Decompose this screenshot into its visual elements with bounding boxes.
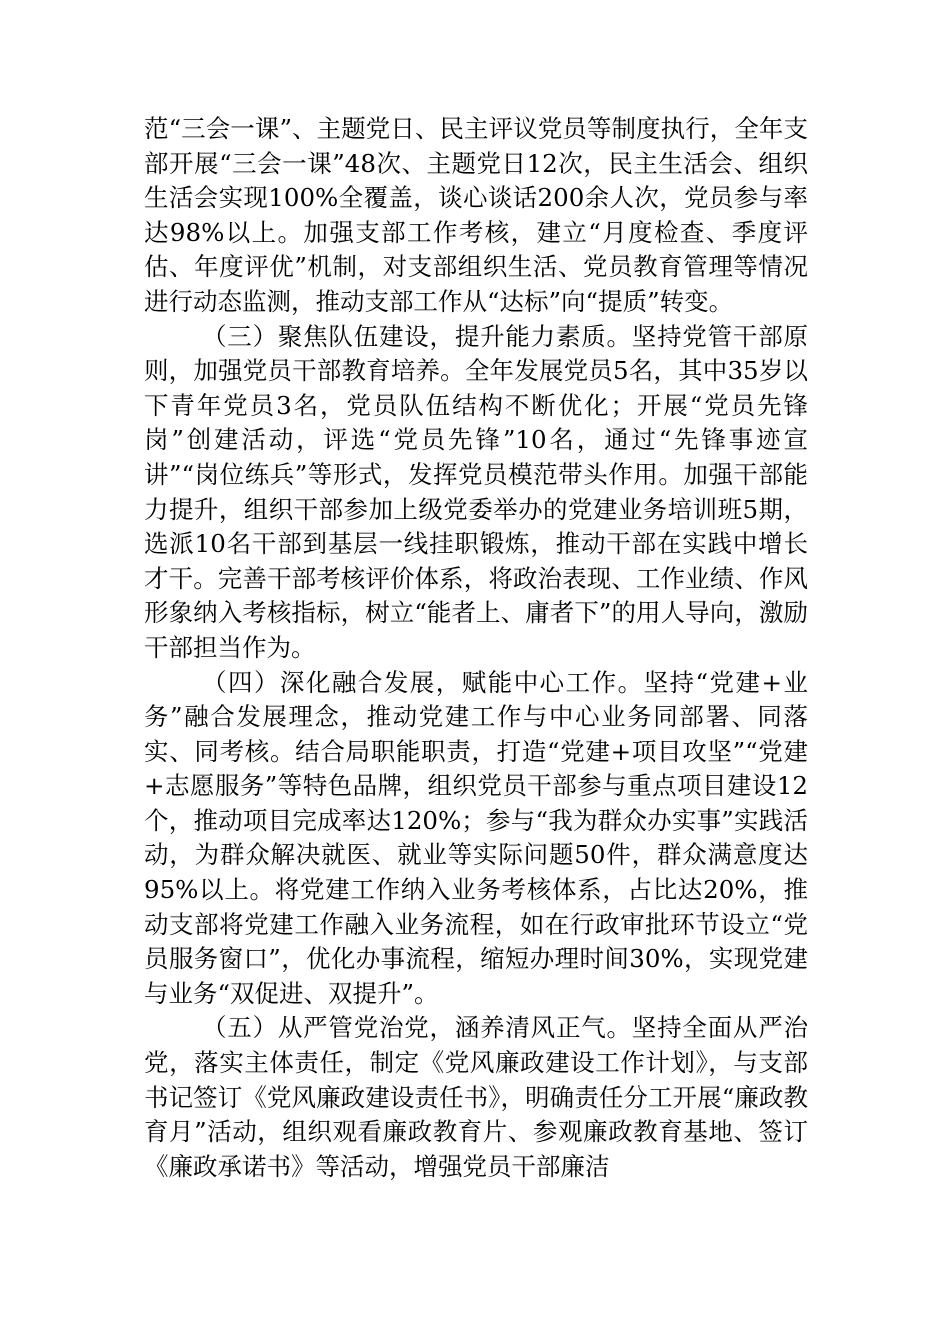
document-body — [144, 112, 808, 1184]
paragraph-team-building: （三）聚焦队伍建设，提升能力素质。坚持党管干部原则，加强党员干部教育培养。全年发展党员5名，其中35岁以下青年党员3名，党员队伍结构不断优化；开展“党员先锋岗”创建活动，评选“党员先锋”10名，通过“先锋事迹宣讲”“岗位练兵”等形式，发挥党员模范带头作用。加强干部能力提升，组织干部参加上级党委举办的党建业务培训班5期，选派10名干部到基层一线挂职锻炼，推动干部在实践中增长才干。完善干部考核评价体系，将政治表现、工作业绩、作风形象纳入考核指标，树立“能者上、庸者下”的用人导向，激励干部担当作为。 — [144, 321, 808, 662]
paragraph-continuation: 范“三会一课”、主题党日、民主评议党员等制度执行，全年支部开展“三会一课”48次、主题党日12次，民主生活会、组织生活会实现100%全覆盖，谈心谈话200余人次，党员参与率达98%以上。加强支部工作考核，建立“月度检查、季度评估、年度评优”机制，对支部组织生活、党员教育管理等情况进行动态监测，推动支部工作从“达标”向“提质”转变。 — [144, 114, 808, 316]
paragraph-integrated-development: （四）深化融合发展，赋能中心工作。坚持“党建+业务”融合发展理念，推动党建工作与中心业务同部署、同落实、同考核。结合局职能职责，打造“党建+项目攻坚”“党建+志愿服务”等特色品牌，组织党员干部参与重点项目建设12个，推动项目完成率达120%；参与“我为群众办实事”实践活动，为群众解决就医、就业等实际问题50件，群众满意度达95%以上。将党建工作纳入业务考核体系，占比达20%，推动支部将党建工作融入业务流程，如在行政审批环节设立“党员服务窗口”，优化办事流程，缩短办理时间30%，实现党建与业务“双促进、双提升”。 — [144, 667, 808, 1008]
paragraph-strict-governance: （五）从严管党治党，涵养清风正气。坚持全面从严治党，落实主体责任，制定《党风廉政建设工作计划》，与支部书记签订《党风廉政建设责任书》，明确责任分工开展“廉政教育月”活动，组织观看廉政教育片、参观廉政教育基地、签订《廉政承诺书》等活动，增强党员干部廉洁 — [144, 1013, 808, 1181]
